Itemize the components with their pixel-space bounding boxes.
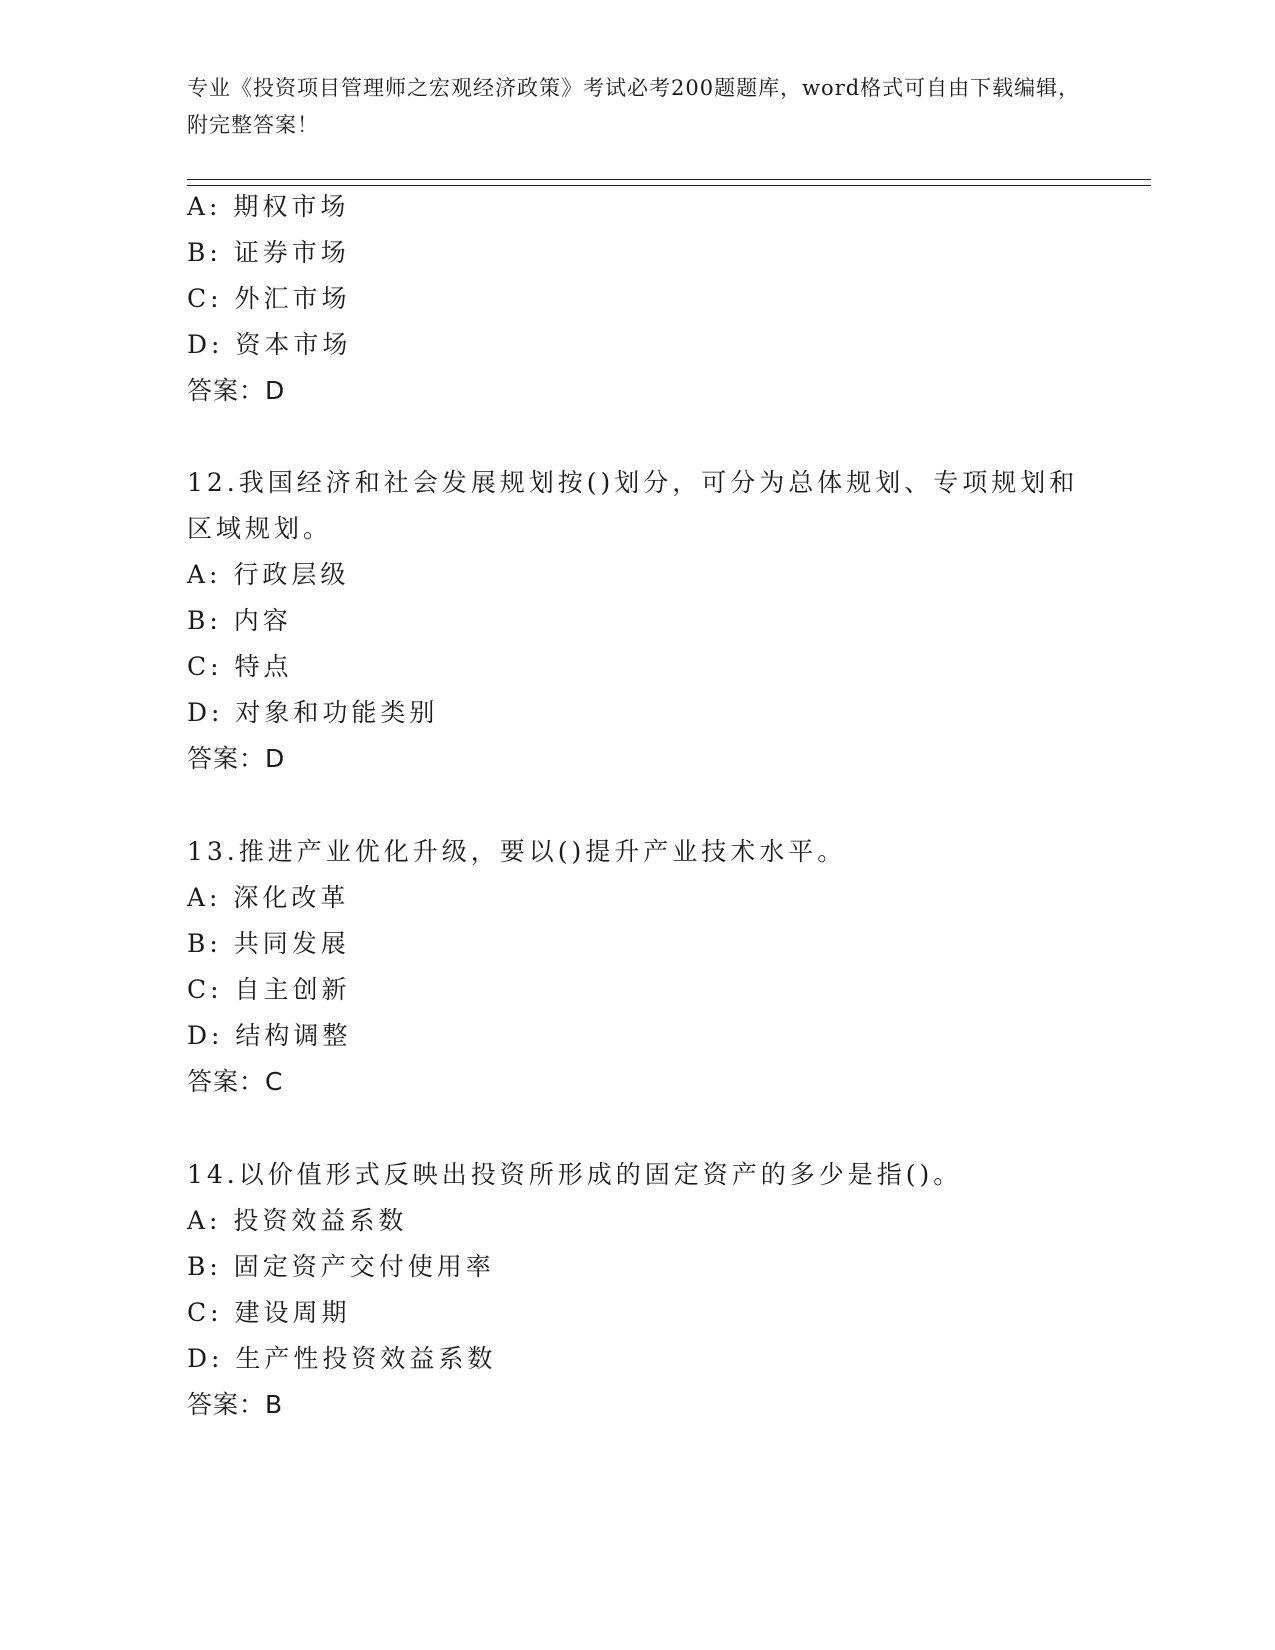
question-13-block	[187, 829, 1107, 1105]
question-text: 14.以价值形式反映出投资所形成的固定资产的多少是指()。	[187, 1160, 963, 1189]
question-text: 13.推进产业优化升级，要以()提升产业技术水平。	[187, 837, 847, 866]
option-a: A: 行政层级	[187, 560, 350, 589]
question-12-block	[187, 460, 1107, 782]
option-b: B: 证券市场	[187, 238, 350, 267]
option-c: C: 外汇市场	[187, 284, 351, 313]
option-d: D: 对象和功能类别	[187, 698, 439, 727]
option-c: C: 建设周期	[187, 1298, 351, 1327]
option-b: B: 固定资产交付使用率	[187, 1252, 495, 1281]
question-11-block	[187, 184, 1107, 414]
option-a: A: 投资效益系数	[187, 1206, 408, 1235]
option-b: B: 共同发展	[187, 929, 350, 958]
option-d: D: 生产性投资效益系数	[187, 1344, 497, 1373]
header-divider-top	[187, 179, 1151, 180]
answer-line: 答案：D	[187, 744, 286, 773]
question-text: 12.我国经济和社会发展规划按()划分，可分为总体规划、专项规划和区域规划。	[187, 468, 1079, 543]
answer-line: 答案：B	[187, 1390, 284, 1419]
question-14-block	[187, 1152, 1107, 1428]
option-d: D: 资本市场	[187, 330, 352, 359]
answer-line: 答案：C	[187, 1067, 284, 1096]
option-a: A: 期权市场	[187, 192, 350, 221]
option-c: C: 自主创新	[187, 975, 351, 1004]
answer-line: 答案：D	[187, 376, 286, 405]
option-a: A: 深化改革	[187, 883, 350, 912]
option-b: B: 内容	[187, 606, 292, 635]
document-header: 专业《投资项目管理师之宏观经济政策》考试必考200题题库，word格式可自由下载编辑，附完整答案！	[187, 76, 1081, 137]
option-c: C: 特点	[187, 652, 293, 681]
option-d: D: 结构调整	[187, 1021, 352, 1050]
